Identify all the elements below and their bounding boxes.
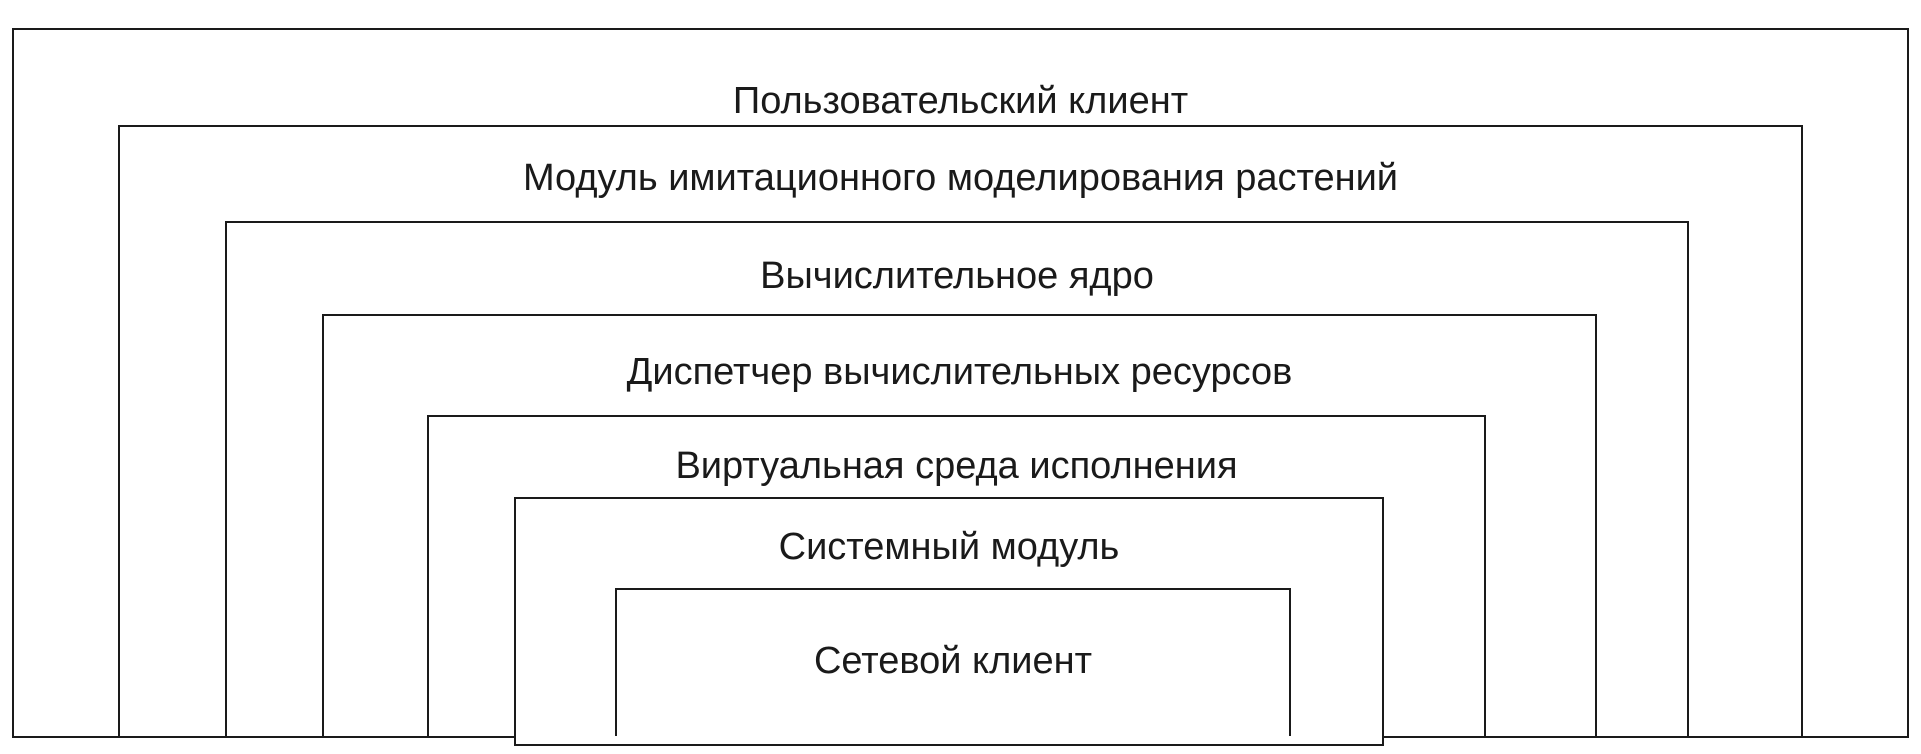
layer-label-user-client: Пользовательский клиент	[732, 80, 1189, 122]
layer-label-plant-simulation-module: Модуль имитационного моделирования растений	[522, 157, 1399, 199]
layer-label-network-client: Сетевой клиент	[813, 640, 1093, 682]
layer-label-system-module: Системный модуль	[778, 526, 1120, 568]
layer-label-resource-dispatcher: Диспетчер вычислительных ресурсов	[626, 351, 1293, 393]
system-module-base	[514, 736, 1384, 746]
layer-network-client	[615, 588, 1291, 738]
layer-label-computing-core: Вычислительное ядро	[760, 255, 1154, 297]
layer-label-virtual-runtime: Виртуальная среда исполнения	[675, 445, 1238, 487]
